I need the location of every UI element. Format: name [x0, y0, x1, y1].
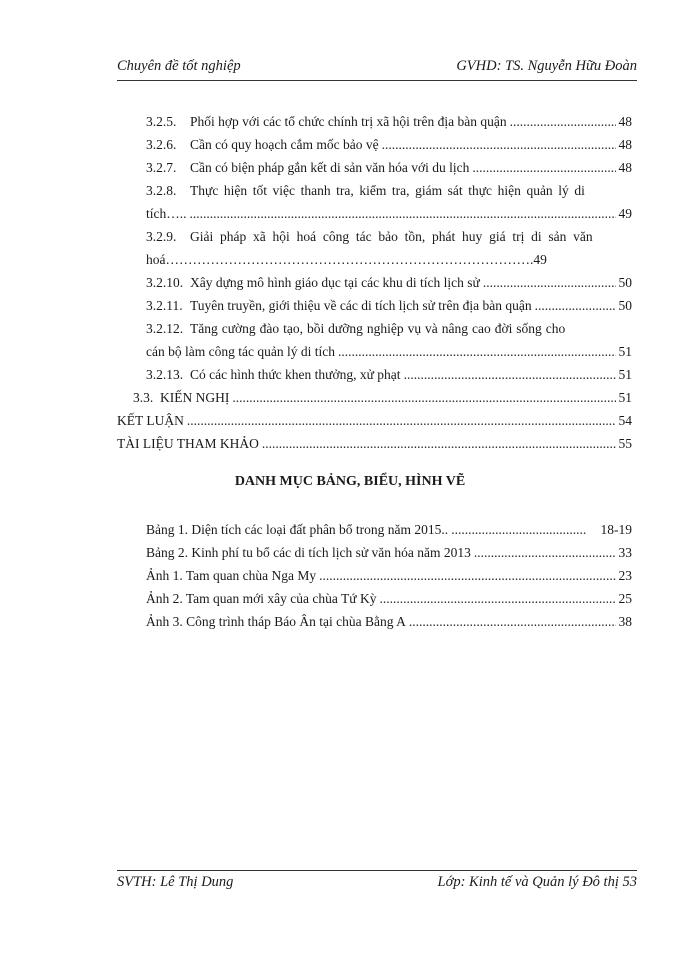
header-right: GVHD: TS. Nguyễn Hữu Đoàn	[456, 58, 637, 74]
toc-entry: 3.2.7. Cần có biện pháp gắn kết di sản văn hóa với du lịch ..... 48	[146, 160, 632, 176]
dot-leader	[319, 568, 615, 584]
dot-leader	[382, 137, 616, 153]
toc-entry: 3.2.13. Có các hình thức khen thưởng, xử phạt ..... 51	[146, 367, 632, 383]
dot-leader	[409, 614, 616, 630]
footer-rule	[117, 870, 637, 871]
figure-entry: Ảnh 1. Tam quan chùa Nga My ..... 23	[146, 568, 632, 584]
figure-entry: Ảnh 3. Công trình tháp Báo Ân tại chùa Bằng A ..... 38	[146, 614, 632, 630]
dot-leader	[379, 591, 615, 607]
toc-entry-continued: hoá……………………………………………………………………….49	[146, 252, 547, 267]
toc-entry: 3.2.6. Cần có quy hoạch cắm mốc bảo vệ ..... 48	[146, 137, 632, 153]
dot-leader	[262, 436, 616, 452]
dot-leader	[510, 114, 616, 130]
figure-entry: Bảng 1. Diện tích các loại đất phân bổ trong năm 2015.. ..... 18-19	[146, 522, 632, 538]
dot-leader	[474, 545, 616, 561]
toc-entry: 3.3. KIẾN NGHỊ ..... 51	[133, 390, 632, 406]
dot-leader	[535, 298, 616, 314]
dot-leader	[451, 522, 586, 538]
footer-right: Lớp: Kinh tế và Quản lý Đô thị 53	[437, 874, 637, 890]
toc-entry: TÀI LIỆU THAM KHẢO ..... 55	[117, 436, 632, 452]
header-rule	[117, 80, 637, 81]
toc-entry: 3.2.9. Giải pháp xã hội hoá công tác bảo tồn, phát huy giá trị di sản văn	[146, 229, 593, 244]
figure-entry: Ảnh 2. Tam quan mới xây của chùa Tứ Kỳ ..... 25	[146, 591, 632, 607]
toc-entry-continued: tích….. ..... 49	[146, 206, 632, 222]
dot-leader	[190, 206, 616, 222]
toc-entry: KẾT LUẬN ..... 54	[117, 413, 632, 429]
dot-leader	[232, 390, 615, 406]
toc-entry: 3.2.5. Phối hợp với các tổ chức chính trị xã hội trên địa bàn quận ..... 48	[146, 114, 632, 130]
dot-leader	[338, 344, 616, 360]
dot-leader	[483, 275, 616, 291]
footer-left: SVTH: Lê Thị Dung	[117, 874, 234, 890]
toc-entry: 3.2.8. Thực hiện tốt việc thanh tra, kiểm tra, giám sát thực hiện quản lý di	[146, 183, 585, 198]
list-of-figures-title: DANH MỤC BẢNG, BIỂU, HÌNH VẼ	[234, 474, 466, 489]
toc-entry-continued: cán bộ làm công tác quản lý di tích ..... 51	[146, 344, 632, 360]
figure-entry: Bảng 2. Kinh phí tu bổ các di tích lịch sử văn hóa năm 2013 ..... 33	[146, 545, 632, 561]
toc-entry: 3.2.12. Tăng cường đào tạo, bồi dưỡng nghiệp vụ và nâng cao đời sống cho	[146, 321, 566, 336]
toc-entry: 3.2.11. Tuyên truyền, giới thiệu về các di tích lịch sử trên địa bàn quận ..... 50	[146, 298, 632, 314]
dot-leader	[187, 413, 616, 429]
dot-leader	[404, 367, 616, 383]
toc-entry: 3.2.10. Xây dựng mô hình giáo dục tại các khu di tích lịch sử ..... 50	[146, 275, 632, 291]
dot-leader	[472, 160, 615, 176]
header-left: Chuyên đề tốt nghiệp	[117, 58, 241, 74]
